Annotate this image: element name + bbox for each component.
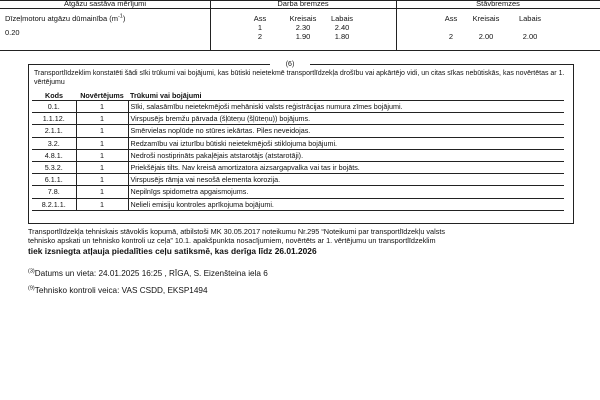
service-brake-col-left: Kreisais xyxy=(289,14,317,23)
fault-code: 1.1.12. xyxy=(32,113,76,125)
conclusion-line-2: tehnisko apskati un tehnisko kontroli uz ceļa” 10.1. apakšpunkta nosacījumiem, novērtēts ar 1. vērtējumu un transportlīdzeklim xyxy=(28,236,436,245)
emission-value: 0.20 xyxy=(5,28,20,37)
faults-intro: Transportlīdzeklim konstatēti šādi sīki trūkumi vai bojājumi, kas būtiski neietekmē transportlīdzekļa drošību vai apkārtējo vidi, un citas sīkas nebūtiskās, kas novērtētas ar 1. vērtējumu xyxy=(34,70,565,86)
fault-grade: 1 xyxy=(76,161,128,173)
fault-grade: 1 xyxy=(76,137,128,149)
section-marker: (6) xyxy=(270,60,310,69)
inspector: $^{(9)}$Tehnisko kontroli veica: VAS CSDD, EKSP1494 xyxy=(28,285,208,295)
table-row xyxy=(32,125,564,137)
service-brake-cell: 2.40 xyxy=(334,23,350,32)
parking-brake-col-left: Kreisais xyxy=(472,14,500,23)
header-underline xyxy=(0,8,600,9)
parking-brake-cell: 2.00 xyxy=(478,32,494,41)
fault-grade: 1 xyxy=(76,186,128,198)
fault-code: 3.2. xyxy=(32,137,76,149)
table-row xyxy=(32,186,564,198)
table-row xyxy=(32,198,564,210)
fault-code: 6.1.1. xyxy=(32,174,76,186)
fault-grade: 1 xyxy=(76,174,128,186)
fault-desc: Priekšējais tilts. Nav kreisā amortizatora aizsargapvalka vai tas ir bojāts. xyxy=(128,161,564,173)
fault-grade: 1 xyxy=(76,198,128,210)
fault-desc: Virspusējs rāmja vai nesošā elementa korozija. xyxy=(128,174,564,186)
service-brake-cell: 1.90 xyxy=(295,32,311,41)
parking-brake-header: Stāvbremzes xyxy=(476,0,520,8)
conclusion-validity: tiek izsniegta atļauja piedalīties ceļu satiksmē, kas derīga līdz 26.01.2026 xyxy=(28,246,317,256)
col-header-code: Kods xyxy=(32,90,76,101)
table-row xyxy=(32,174,564,186)
emission-label: Dīzeļmotoru atgāzu dūmainība $(m^{-1})$ xyxy=(5,13,126,23)
fault-grade: 1 xyxy=(76,125,128,137)
fault-code: 0.1. xyxy=(32,101,76,113)
fault-desc: Nepilnīgs spidometra apgaismojums. xyxy=(128,186,564,198)
service-brake-cell: 1.80 xyxy=(334,32,350,41)
fault-grade: 1 xyxy=(76,149,128,161)
service-brake-header: Darba bremzes xyxy=(277,0,329,8)
service-brake-cell: 1 xyxy=(257,23,263,32)
fault-desc: Sīki, salasāmību neietekmējoši mehāniski valsts reģistrācijas numura zīmes bojājumi. xyxy=(128,101,564,113)
parking-brake-cell: 2 xyxy=(448,32,454,41)
fault-code: 7.8. xyxy=(32,186,76,198)
fault-desc: Nelieli emisiju kontroles aprīkojuma bojājumi. xyxy=(128,198,564,210)
fault-grade: 1 xyxy=(76,101,128,113)
date-place: $^{(3)}$Datums un vieta: 24.01.2025 16:25 , RĪGA, S. Eizenšteina iela 6 xyxy=(28,268,268,278)
table-row xyxy=(32,113,564,125)
emission-header: Atgāzu sastāva mērījumi xyxy=(63,0,147,8)
fault-code: 5.3.2. xyxy=(32,161,76,173)
service-brake-col-axle: Ass xyxy=(253,14,267,23)
fault-desc: Smērvielas noplūde no stūres iekārtas. Piles neveidojas. xyxy=(128,125,564,137)
table-row xyxy=(32,161,564,173)
parking-brake-col-right: Labais xyxy=(518,14,542,23)
service-brake-cell: 2 xyxy=(257,32,263,41)
parking-brake-cell: 2.00 xyxy=(522,32,538,41)
top-section-bottom xyxy=(0,50,600,51)
parking-brake-col-axle: Ass xyxy=(444,14,458,23)
col-header-desc: Trūkumi vai bojājumi xyxy=(128,90,564,101)
fault-code: 2.1.1. xyxy=(32,125,76,137)
conclusion-line-1: Transportlīdzekļa tehniskais stāvoklis kopumā, atbilstoši MK 30.05.2017 noteikumu Nr.295 “Noteikumi par transportlīdzekļu valsts xyxy=(28,227,446,236)
table-row xyxy=(32,149,564,161)
service-brake-col-right: Labais xyxy=(330,14,354,23)
fault-desc: Redzamību vai izturību būtiski neietekmējoši stiklojuma bojājumi. xyxy=(128,137,564,149)
service-brake-cell: 2.30 xyxy=(295,23,311,32)
fault-desc: Nedroši nostiprināts pakaļējais atstarotājs (atstarotāji). xyxy=(128,149,564,161)
faults-table xyxy=(32,90,564,211)
fault-code: 8.2.1.1. xyxy=(32,198,76,210)
fault-grade: 1 xyxy=(76,113,128,125)
fault-code: 4.8.1. xyxy=(32,149,76,161)
table-row xyxy=(32,101,564,113)
faults-header-row xyxy=(32,90,564,101)
table-row xyxy=(32,137,564,149)
col-header-grade: Novērtējums xyxy=(76,90,128,101)
fault-desc: Virspusējs bremžu pārvada (šļūteņu (šļūteņu)) bojājums. xyxy=(128,113,564,125)
